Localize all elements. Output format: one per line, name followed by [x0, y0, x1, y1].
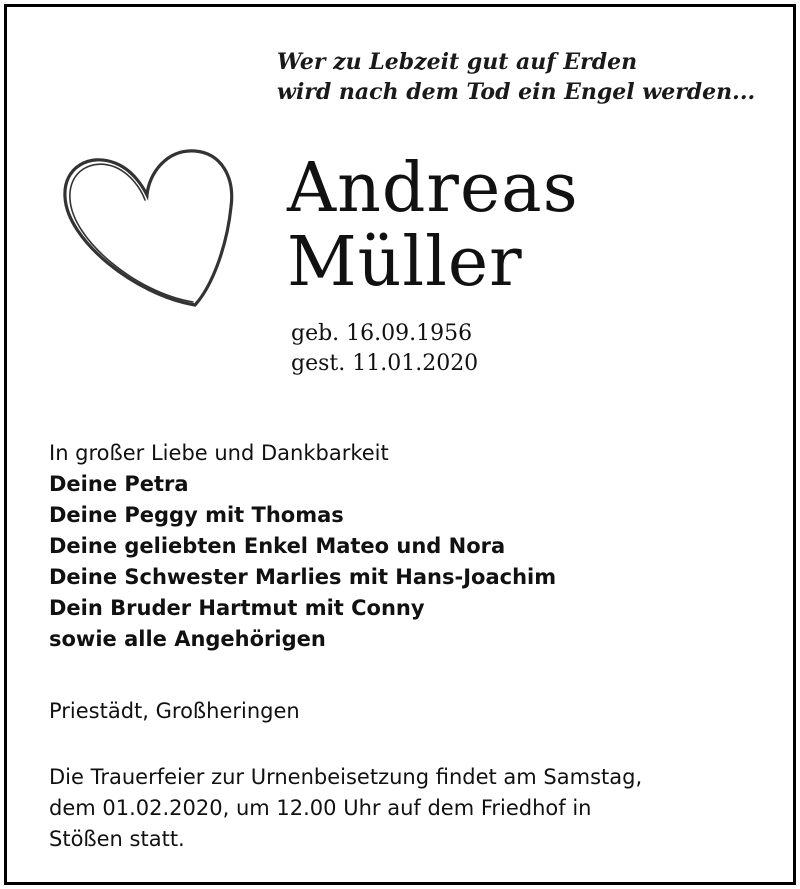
mourner-name: Deine Schwester Marlies mit Hans-Joachim: [49, 565, 557, 589]
mourner-name: Deine geliebten Enkel Mateo und Nora: [49, 534, 506, 558]
notice-line-3: Stößen statt.: [49, 827, 185, 851]
mourner-name: Deine Petra: [49, 472, 189, 496]
heart-icon: [45, 145, 245, 313]
life-dates: [291, 319, 478, 379]
deceased-name: [287, 149, 579, 302]
place-text: Priestädt, Großheringen: [49, 699, 300, 723]
death-date: gest. 11.01.2020: [291, 351, 479, 376]
funeral-notice: [49, 762, 769, 855]
mourners-intro: In großer Liebe und Dankbarkeit: [49, 441, 389, 465]
birth-date: geb. 16.09.1956: [291, 321, 473, 346]
last-name: Müller: [287, 223, 523, 302]
quote-line-1: Wer zu Lebzeit gut auf Erden: [277, 49, 638, 75]
mourner-name: sowie alle Angehörigen: [49, 627, 326, 651]
memorial-quote: [277, 47, 777, 107]
mourner-name: Dein Bruder Hartmut mit Conny: [49, 596, 425, 620]
mourner-name: Deine Peggy mit Thomas: [49, 503, 344, 527]
first-name: Andreas: [287, 149, 579, 228]
notice-line-1: Die Trauerfeier zur Urnenbeisetzung findet am Samstag,: [49, 765, 643, 789]
quote-line-2: wird nach dem Tod ein Engel werden...: [277, 79, 756, 105]
obituary-frame: [4, 4, 796, 885]
notice-line-2: dem 01.02.2020, um 12.00 Uhr auf dem Friedhof in: [49, 796, 592, 820]
mourners-list: [49, 438, 769, 655]
place-line: [49, 696, 769, 727]
